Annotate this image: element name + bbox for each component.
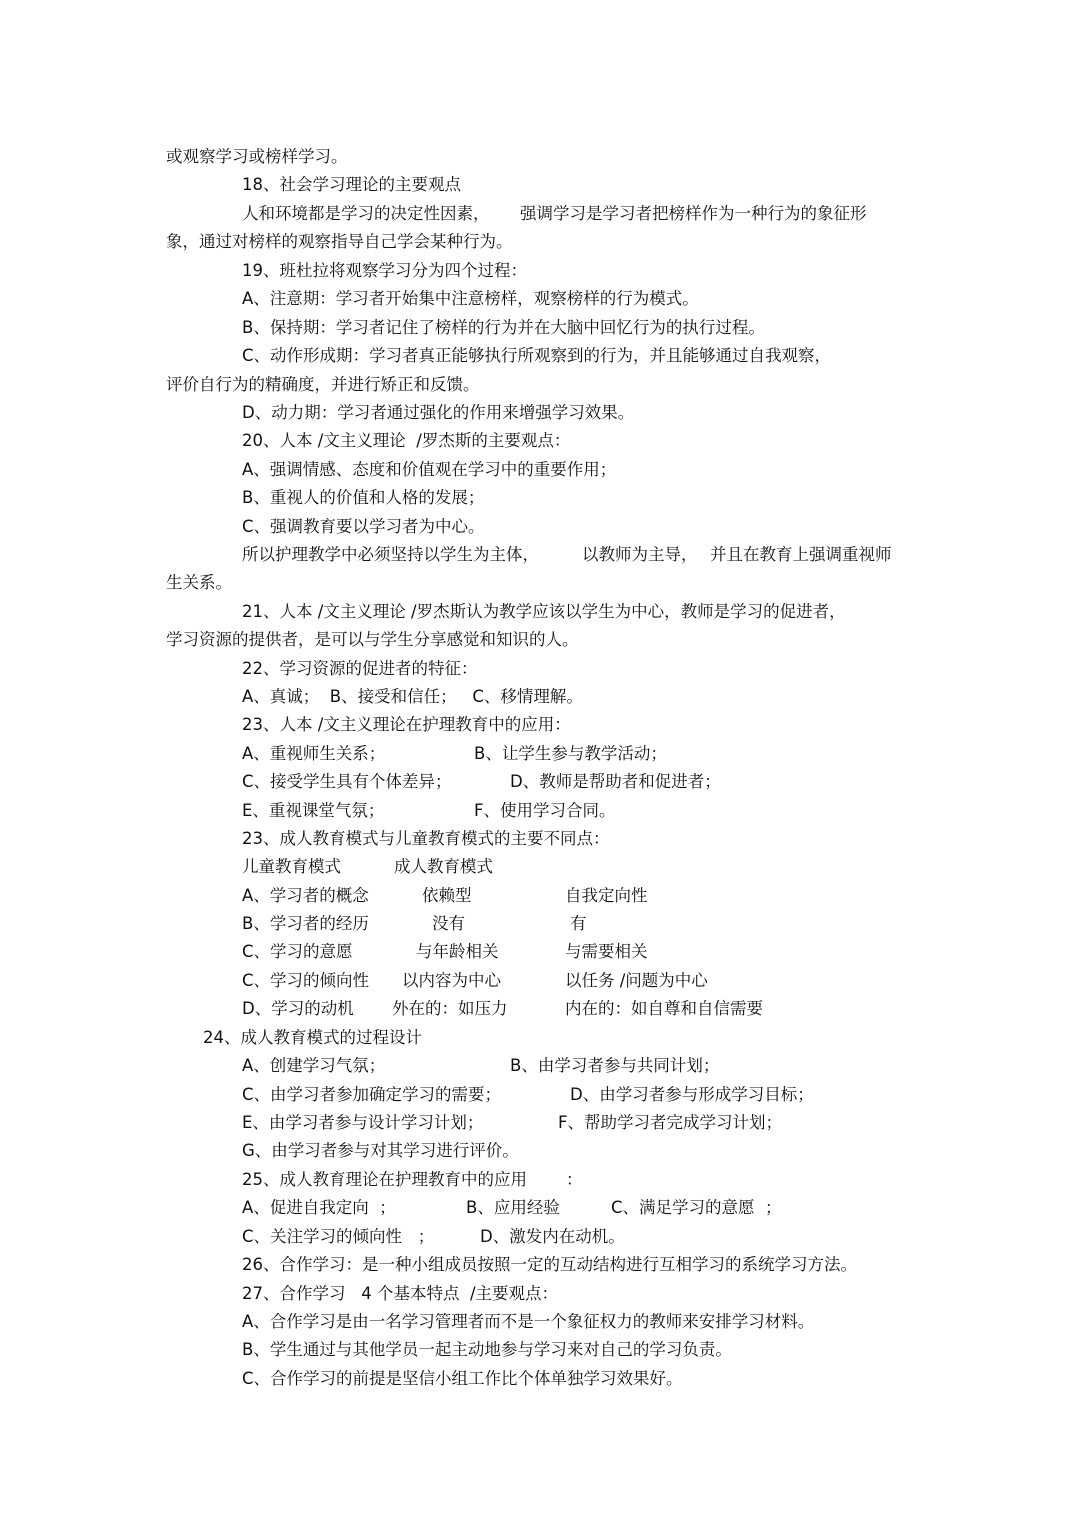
table-cell: 以内容为中心 bbox=[402, 971, 501, 990]
list-row bbox=[0, 1226, 1080, 1248]
section-heading-24: 24、成人教育模式的过程设计 bbox=[203, 1028, 422, 1047]
table-cell: D、学习的动机 bbox=[242, 999, 354, 1018]
paragraph-text: 强调学习是学习者把榜样作为一种行为的象征形 bbox=[520, 204, 867, 223]
paragraph-line: 或观察学习或榜样学习。 bbox=[166, 147, 348, 166]
list-item: B、重视人的价值和人格的发展； bbox=[242, 488, 485, 507]
list-item: E、由学习者参与设计学习计划； bbox=[242, 1113, 484, 1132]
column-header: 成人教育模式 bbox=[394, 857, 493, 876]
table-cell: 内在的：如自尊和自信需要 bbox=[565, 999, 763, 1018]
paragraph-text: 并且在教育上强调重视师 bbox=[710, 545, 892, 564]
list-item: B、让学生参与教学活动； bbox=[474, 744, 667, 763]
table-cell: 依赖型 bbox=[422, 886, 472, 905]
table-cell: 与年龄相关 bbox=[416, 942, 499, 961]
list-row bbox=[0, 800, 1080, 822]
list-item: C、强调教育要以学习者为中心。 bbox=[242, 517, 485, 536]
section-heading-26: 26、合作学习：是一种小组成员按照一定的互动结构进行互相学习的系统学习方法。 bbox=[242, 1255, 857, 1274]
list-item: C、由学习者参加确定学习的需要； bbox=[242, 1085, 502, 1104]
heading-text: 25、成人教育理论在护理教育中的应用 bbox=[242, 1170, 527, 1189]
paragraph-line: 生关系。 bbox=[166, 573, 232, 592]
paragraph-row bbox=[0, 203, 1080, 225]
table-row bbox=[0, 885, 1080, 907]
list-item: B、学生通过与其他学员一起主动地参与学习来对自己的学习负责。 bbox=[242, 1340, 732, 1359]
table-row bbox=[0, 998, 1080, 1020]
list-item: A、注意期：学习者开始集中注意榜样，观察榜样的行为模式。 bbox=[242, 289, 699, 308]
list-row bbox=[0, 1112, 1080, 1134]
paragraph-text: 所以护理教学中必须坚持以学生为主体， bbox=[242, 545, 539, 564]
list-item: C、接受学生具有个体差异； bbox=[242, 772, 452, 791]
table-cell: C、学习的意愿 bbox=[242, 942, 353, 961]
table-cell: 外在的：如压力 bbox=[392, 999, 508, 1018]
table-row bbox=[0, 913, 1080, 935]
table-cell: 与需要相关 bbox=[565, 942, 648, 961]
table-cell: 有 bbox=[570, 914, 587, 933]
section-heading-20: 20、人本 /文主义理论 /罗杰斯的主要观点： bbox=[242, 431, 571, 450]
section-heading-23: 23、人本 /文主义理论在护理教育中的应用： bbox=[242, 715, 571, 734]
heading-colon: ： bbox=[566, 1170, 583, 1189]
list-item: B、应用经验 bbox=[466, 1198, 560, 1217]
paragraph-row bbox=[0, 544, 1080, 566]
list-item: E、重视课堂气氛； bbox=[242, 801, 385, 820]
list-row bbox=[0, 1197, 1080, 1219]
list-item: C、动作形成期：学习者真正能够执行所观察到的行为，并且能够通过自我观察， bbox=[242, 346, 832, 365]
section-heading-22: 22、学习资源的促进者的特征： bbox=[242, 659, 478, 678]
paragraph-line: 象，通过对榜样的观察指导自己学会某种行为。 bbox=[166, 232, 513, 251]
list-item: A、合作学习是由一名学习管理者而不是一个象征权力的教师来安排学习材料。 bbox=[242, 1312, 815, 1331]
list-row bbox=[0, 1055, 1080, 1077]
list-item: C、合作学习的前提是坚信小组工作比个体单独学习效果好。 bbox=[242, 1369, 683, 1388]
section-heading-23b: 23、成人教育模式与儿童教育模式的主要不同点： bbox=[242, 829, 610, 848]
list-item: A、促进自我定向 ； bbox=[242, 1198, 396, 1217]
section-heading-19: 19、班杜拉将观察学习分为四个过程： bbox=[242, 261, 527, 280]
table-cell: B、学习者的经历 bbox=[242, 914, 369, 933]
table-cell: 没有 bbox=[432, 914, 465, 933]
paragraph-line: 评价自行为的精确度，并进行矫正和反馈。 bbox=[166, 375, 480, 394]
section-heading-18: 18、社会学习理论的主要观点 bbox=[242, 175, 461, 194]
list-item: C、关注学习的倾向性 ； bbox=[242, 1227, 435, 1246]
list-item: D、由学习者参与形成学习目标； bbox=[570, 1085, 814, 1104]
table-header-row bbox=[0, 856, 1080, 878]
paragraph-line: 学习资源的提供者，是可以与学生分享感觉和知识的人。 bbox=[166, 630, 579, 649]
table-cell: 以任务 /问题为中心 bbox=[565, 971, 708, 990]
list-item: B、由学习者参与共同计划； bbox=[510, 1056, 720, 1075]
list-item: D、激发内在动机。 bbox=[480, 1227, 625, 1246]
paragraph-text: 人和环境都是学习的决定性因素， bbox=[242, 204, 490, 223]
list-item: D、教师是帮助者和促进者； bbox=[510, 772, 721, 791]
section-heading-21: 21、人本 /文主义理论 /罗杰斯认为教学应该以学生为中心，教师是学习的促进者， bbox=[242, 602, 846, 621]
table-cell: A、学习者的概念 bbox=[242, 886, 369, 905]
list-item: A、强调情感、态度和价值观在学习中的重要作用； bbox=[242, 460, 617, 479]
list-item: D、动力期：学习者通过强化的作用来增强学习效果。 bbox=[242, 403, 635, 422]
list-item: A、真诚； B、接受和信任； C、移情理解。 bbox=[242, 687, 583, 706]
list-item: A、创建学习气氛； bbox=[242, 1056, 386, 1075]
list-row bbox=[0, 771, 1080, 793]
list-item: F、使用学习合同。 bbox=[474, 801, 616, 820]
list-item: B、保持期：学习者记住了榜样的行为并在大脑中回忆行为的执行过程。 bbox=[242, 318, 765, 337]
table-row bbox=[0, 941, 1080, 963]
list-item: F、帮助学习者完成学习计划； bbox=[558, 1113, 782, 1132]
column-header: 儿童教育模式 bbox=[242, 857, 341, 876]
table-cell: C、学习的倾向性 bbox=[242, 971, 370, 990]
list-item: G、由学习者参与对其学习进行评价。 bbox=[242, 1141, 519, 1160]
section-heading-25 bbox=[0, 1169, 1080, 1191]
list-row bbox=[0, 743, 1080, 765]
paragraph-text: 以教师为主导， bbox=[582, 545, 698, 564]
list-item: C、满足学习的意愿 ； bbox=[611, 1198, 782, 1217]
table-row bbox=[0, 970, 1080, 992]
list-item: A、重视师生关系； bbox=[242, 744, 386, 763]
section-heading-27: 27、合作学习 4 个基本特点 /主要观点： bbox=[242, 1284, 559, 1303]
table-cell: 自我定向性 bbox=[565, 886, 648, 905]
list-row bbox=[0, 1084, 1080, 1106]
